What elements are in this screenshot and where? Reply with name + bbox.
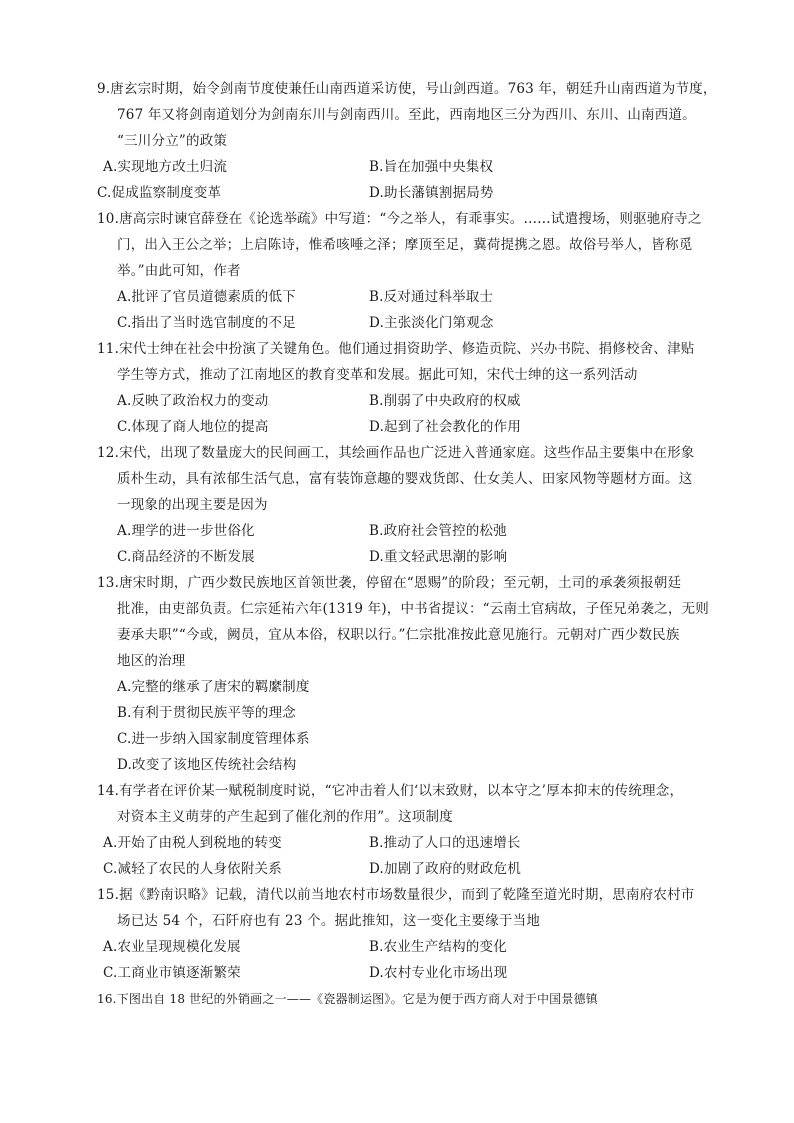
q10-option-b: B.反对通过科举取士 (369, 289, 494, 305)
q11-option-d: D.起到了社会教化的作用 (369, 419, 522, 435)
q14-stem-line-2: 对资本主义萌芽的产生起到了催化剂的作用”。这项制度 (117, 809, 453, 825)
q14-stem-line-1: 14.有学者在评价某一赋税制度时说，“它冲击着人们‘以末致财，以本守之’厚本抑末的传统理念， (97, 783, 684, 799)
q12-option-b: B.政府社会管控的松弛 (369, 523, 507, 539)
q9-option-a: A.实现地方改土归流 (103, 159, 228, 175)
q9-option-d: D.助长藩镇割据局势 (369, 185, 494, 201)
q12-option-d: D.重文轻武思潮的影响 (369, 549, 508, 565)
q15-option-c: C.工商业市镇逐渐繁荣 (103, 965, 241, 981)
q10-option-d: D.主张淡化门第观念 (369, 315, 494, 331)
q10-option-a: A.批评了官员道德素质的低下 (117, 289, 296, 305)
q11-option-c: C.体现了商人地位的提高 (117, 419, 269, 435)
q11-option-b: B.削弱了中央政府的权威 (369, 393, 521, 409)
q16-stem-line-1: 16.下图出自 18 世纪的外销画之一——《瓷器制运图》。它是为便于西方商人对于中国景德镇 (97, 992, 598, 1006)
q13-stem-line-4: 地区的治理 (117, 653, 186, 669)
q15-option-a: A.农业呈现规模化发展 (103, 939, 241, 955)
q13-option-a: A.完整的继承了唐宋的羁縻制度 (117, 679, 310, 695)
q13-stem-line-2: 批准，由吏部负责。仁宗延祐六年(1319 年)，中书省提议：“云南土官病故，子侄兄弟袭之，无则 (117, 601, 709, 617)
q10-stem-line-2: 门，出入王公之举；上启陈诗，惟希咳唾之泽；摩顶至足，冀荷提携之恩。故俗号举人，皆称觅 (117, 237, 693, 253)
q13-option-c: C.进一步纳入国家制度管理体系 (117, 731, 310, 747)
q15-stem-line-1: 15.据《黔南识略》记载，清代以前当地农村市场数量很少，而到了乾隆至道光时期，思南府农村市 (97, 887, 695, 903)
q12-stem-line-2: 质朴生动，具有浓郁生活气息，富有装饰意趣的婴戏货郎、仕女美人、田家风物等题材方面。这 (117, 471, 693, 487)
q9-option-c: C.促成监察制度变革 (97, 185, 222, 201)
q9-stem-line-2: 767 年又将剑南道划分为剑南东川与剑南西川。至此，西南地区三分为西川、东川、山南西道。 (117, 107, 696, 123)
q12-option-c: C.商品经济的不断发展 (117, 549, 255, 565)
q11-stem-line-1: 11.宋代士绅在社会中扮演了关键角色。他们通过捐资助学、修造贡院、兴办书院、捐修校舍、津贴 (97, 341, 695, 357)
q14-option-d: D.加剧了政府的财政危机 (369, 861, 522, 877)
q12-option-a: A.理学的进一步世俗化 (117, 523, 255, 539)
q15-option-b: B.农业生产结构的变化 (369, 939, 507, 955)
q12-stem-line-3: 一现象的出现主要是因为 (117, 497, 268, 513)
q13-option-d: D.改变了该地区传统社会结构 (117, 757, 297, 773)
q14-option-b: B.推动了人口的迅速增长 (369, 835, 521, 851)
q12-stem-line-1: 12.宋代，出现了数量庞大的民间画工，其绘画作品也广泛进入普通家庭。这些作品主要集中在形象 (97, 445, 695, 461)
q10-stem-line-1: 10.唐高宗时谏官薛登在《论选举疏》中写道：“今之举人，有乖事实。……试遣搜场，则驱驰府寺之 (97, 211, 702, 227)
q15-option-d: D.农村专业化市场出现 (369, 965, 508, 981)
q9-stem-line-3: “三川分立”的政策 (117, 133, 228, 149)
q10-stem-line-3: 举。”由此可知，作者 (117, 263, 241, 279)
q13-stem-line-3: 妻承夫职”“今或，阙员，宜从本俗，权职以行。”仁宗批准按此意见施行。元朝对广西少数民族 (117, 627, 680, 643)
q11-stem-line-2: 学生等方式，推动了江南地区的教育变革和发展。据此可知，宋代士绅的这一系列活动 (117, 367, 638, 383)
q9-stem-line-1: 9.唐玄宗时期，始令剑南节度使兼任山南西道采访使，号山剑西道。763 年，朝廷升山南西道为节度， (97, 81, 717, 97)
q13-stem-line-1: 13.唐宋时期，广西少数民族地区首领世袭，停留在“恩赐”的阶段；至元朝，土司的承袭须报朝廷 (97, 575, 682, 591)
q9-option-b: B.旨在加强中央集权 (369, 159, 494, 175)
q13-option-b: B.有利于贯彻民族平等的理念 (117, 705, 297, 721)
q14-option-c: C.减轻了农民的人身依附关系 (103, 861, 282, 877)
q11-option-a: A.反映了政治权力的变动 (117, 393, 269, 409)
q10-option-c: C.指出了当时选官制度的不足 (117, 315, 296, 331)
q15-stem-line-2: 场已达 54 个，石阡府也有 23 个。据此推知，这一变化主要缘于当地 (117, 913, 541, 929)
q14-option-a: A.开始了由税人到税地的转变 (103, 835, 282, 851)
